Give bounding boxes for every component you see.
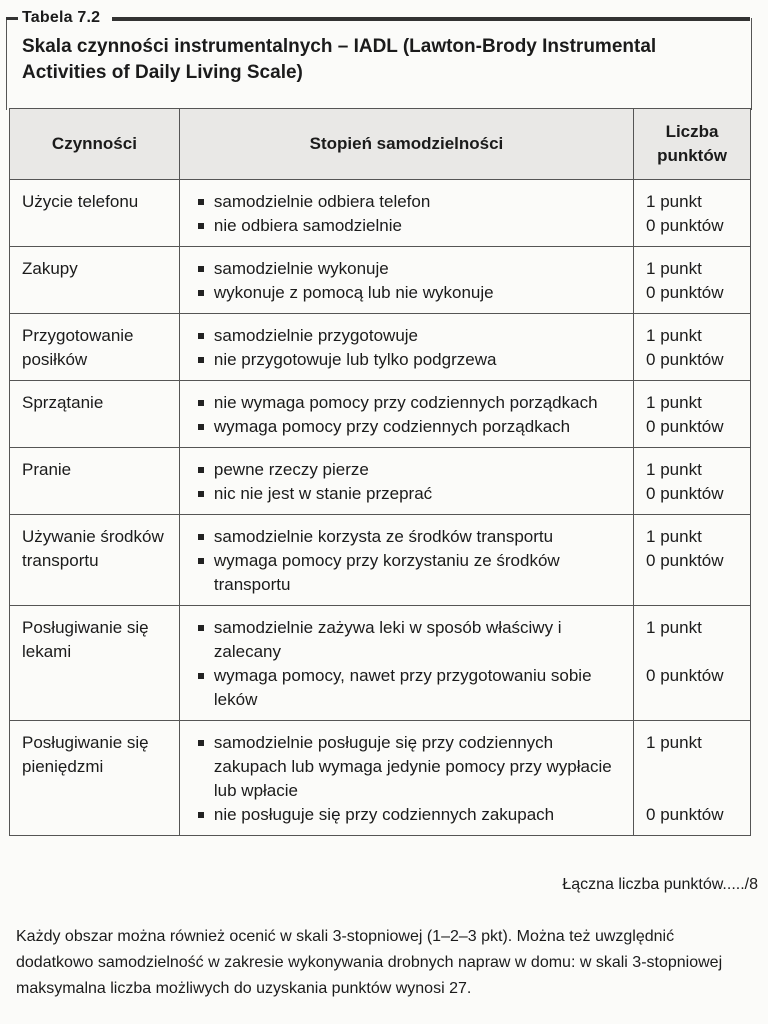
degree-option-text: wymaga pomocy przy codziennych porządkach [213, 417, 571, 436]
activity-cell: Zakupy [10, 247, 180, 314]
degree-option [194, 525, 625, 549]
bullet-square-icon [198, 673, 204, 679]
table-row [10, 721, 751, 836]
header-degree: Stopień samodzielności [179, 109, 633, 180]
activity-cell: Sprzątanie [10, 381, 180, 448]
bullet-square-icon [198, 400, 204, 406]
degree-cell [179, 606, 633, 721]
bullet-square-icon [198, 534, 204, 540]
degree-option [194, 281, 625, 305]
points-value: 0 punktów [646, 551, 724, 570]
degree-option-text: samodzielnie posługuje się przy codziennych zakupach lub wymaga jedynie pomocy przy wypłacie lub wpłacie [213, 733, 612, 800]
degree-cell [179, 448, 633, 515]
degree-option [194, 664, 625, 712]
points-value: 1 punkt [646, 192, 702, 211]
label-rule-left [6, 17, 18, 20]
degree-option-text: nie posługuje się przy codziennych zakupach [213, 805, 555, 824]
degree-cell [179, 180, 633, 247]
bullet-square-icon [198, 333, 204, 339]
bullet-square-icon [198, 357, 204, 363]
table-row [10, 247, 751, 314]
bullet-square-icon [198, 740, 204, 746]
points-cell [634, 314, 751, 381]
table-row [10, 515, 751, 606]
degree-option [194, 257, 625, 281]
degree-option [194, 214, 625, 238]
points-value: 0 punktów [646, 216, 724, 235]
degree-option [194, 348, 625, 372]
degree-cell [179, 314, 633, 381]
degree-option-text: samodzielnie korzysta ze środków transportu [213, 527, 554, 546]
degree-option [194, 731, 625, 803]
degree-cell [179, 381, 633, 448]
total-points: Łączna liczba punktów...../8 [562, 876, 758, 893]
degree-option-text: nie przygotowuje lub tylko podgrzewa [213, 350, 497, 369]
degree-option [194, 803, 625, 827]
header-activity: Czynności [10, 109, 180, 180]
points-value: 1 punkt [646, 733, 702, 752]
points-cell [634, 381, 751, 448]
points-value: 1 punkt [646, 259, 702, 278]
table-header-row [10, 109, 751, 180]
degree-option [194, 415, 625, 439]
bullet-square-icon [198, 424, 204, 430]
degree-option-text: nie odbiera samodzielnie [213, 216, 402, 235]
degree-option-text: wymaga pomocy, nawet przy przygotowaniu sobie leków [213, 666, 592, 709]
table-row [10, 381, 751, 448]
points-value: 1 punkt [646, 527, 702, 546]
bullet-square-icon [198, 290, 204, 296]
points-value: 1 punkt [646, 326, 702, 345]
degree-option [194, 391, 625, 415]
degree-option-text: wykonuje z pomocą lub nie wykonuje [213, 283, 494, 302]
table-title: Skala czynności instrumentalnych – IADL (Lawton-Brody Instrumental Activities of Daily Living Scale) [22, 36, 657, 83]
degree-option [194, 458, 625, 482]
degree-option-text: nie wymaga pomocy przy codziennych porządkach [213, 393, 598, 412]
footnote: Każdy obszar można również ocenić w skali 3-stopniowej (1–2–3 pkt). Można też uwzględnić dodatkowo samodzielność w zakresie wykonywania drobnych napraw w domu: w skali 3-stopniowej maksymalna liczba możliwych do uzyskania punktów wynosi 27. [16, 928, 723, 997]
table-body [10, 180, 751, 836]
table-row [10, 180, 751, 247]
table-row [10, 606, 751, 721]
degree-option [194, 324, 625, 348]
bullet-square-icon [198, 625, 204, 631]
label-rule-right [112, 17, 750, 21]
activity-cell: Przygotowanie posiłków [10, 314, 180, 381]
degree-cell [179, 247, 633, 314]
degree-option-text: wymaga pomocy przy korzystaniu ze środków transportu [213, 551, 560, 594]
activity-cell: Pranie [10, 448, 180, 515]
bullet-square-icon [198, 812, 204, 818]
points-value: 0 punktów [646, 484, 724, 503]
points-cell [634, 180, 751, 247]
bullet-square-icon [198, 491, 204, 497]
points-value: 0 punktów [646, 805, 724, 824]
points-value: 1 punkt [646, 393, 702, 412]
points-cell [634, 448, 751, 515]
degree-option-text: samodzielnie przygotowuje [213, 326, 418, 345]
bullet-square-icon [198, 223, 204, 229]
points-cell [634, 606, 751, 721]
points-value: 1 punkt [646, 618, 702, 637]
activity-cell: Używanie środków transportu [10, 515, 180, 606]
degree-cell [179, 515, 633, 606]
points-value: 0 punktów [646, 283, 724, 302]
bullet-square-icon [198, 199, 204, 205]
degree-option-text: samodzielnie odbiera telefon [213, 192, 431, 211]
degree-option [194, 482, 625, 506]
degree-option-text: samodzielnie wykonuje [213, 259, 389, 278]
degree-option [194, 190, 625, 214]
table-row [10, 448, 751, 515]
points-value: 0 punktów [646, 666, 724, 685]
bullet-square-icon [198, 467, 204, 473]
points-value: 0 punktów [646, 350, 724, 369]
points-cell [634, 247, 751, 314]
bullet-square-icon [198, 558, 204, 564]
degree-option-text: nic nie jest w stanie przeprać [213, 484, 433, 503]
points-value: 1 punkt [646, 460, 702, 479]
degree-cell [179, 721, 633, 836]
table-label-row [6, 4, 750, 32]
points-cell [634, 721, 751, 836]
bullet-square-icon [198, 266, 204, 272]
points-value: 0 punktów [646, 417, 724, 436]
activity-cell: Posługiwanie się pieniędzmi [10, 721, 180, 836]
activity-cell: Użycie telefonu [10, 180, 180, 247]
points-cell [634, 515, 751, 606]
header-points: Liczba punktów [634, 109, 751, 180]
iadl-table [9, 108, 751, 836]
table-row [10, 314, 751, 381]
degree-option-text: samodzielnie zażywa leki w sposób właściwy i zalecany [213, 618, 562, 661]
activity-cell: Posługiwanie się lekami [10, 606, 180, 721]
degree-option [194, 549, 625, 597]
degree-option [194, 616, 625, 664]
table-label: Tabela 7.2 [22, 9, 101, 26]
degree-option-text: pewne rzeczy pierze [213, 460, 369, 479]
